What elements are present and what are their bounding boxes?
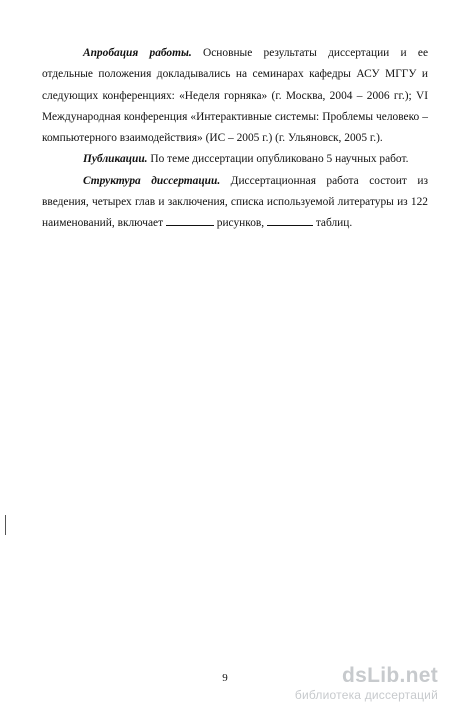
watermark-logo: dsLib.net <box>341 664 438 687</box>
structure-heading: Структура диссертации. <box>83 174 221 187</box>
page-number: 9 <box>222 672 228 684</box>
structure-text-middle: рисунков, <box>213 217 267 230</box>
figures-count-blank <box>166 215 214 226</box>
margin-mark <box>5 515 6 535</box>
publications-text: По теме диссертации опубликовано 5 научных работ. <box>147 153 409 166</box>
approbation-text: Основные результаты диссертации и ее отдельные положения докладывались на семинарах кафедры АСУ МГГУ и следующих конференциях: «Неделя горняка» (г. Москва, 2004 – 2006 гг.); VI Международная конференция «Интерактивные системы: Проблемы человеко – компьютерного взаимодействия» (ИС – 2005 г.) (г. Ульяновск, 2005 г.). <box>42 47 428 145</box>
paragraph-approbation <box>42 43 428 149</box>
structure-text-end: таблиц. <box>312 217 353 230</box>
tables-count-blank <box>267 215 313 226</box>
watermark <box>295 664 438 703</box>
body-text <box>42 43 428 235</box>
approbation-heading: Апробация работы. <box>83 47 192 59</box>
paragraph-publications <box>42 149 428 170</box>
watermark-subtitle: библиотека диссертаций <box>294 688 438 702</box>
structure-text-start: Диссертационная работа состоит из введения, четырех глав и заключения, списка используемой литературы из 122 наименований, включает <box>42 174 428 230</box>
publications-heading: Публикации. <box>83 153 148 166</box>
paragraph-structure <box>42 171 428 235</box>
